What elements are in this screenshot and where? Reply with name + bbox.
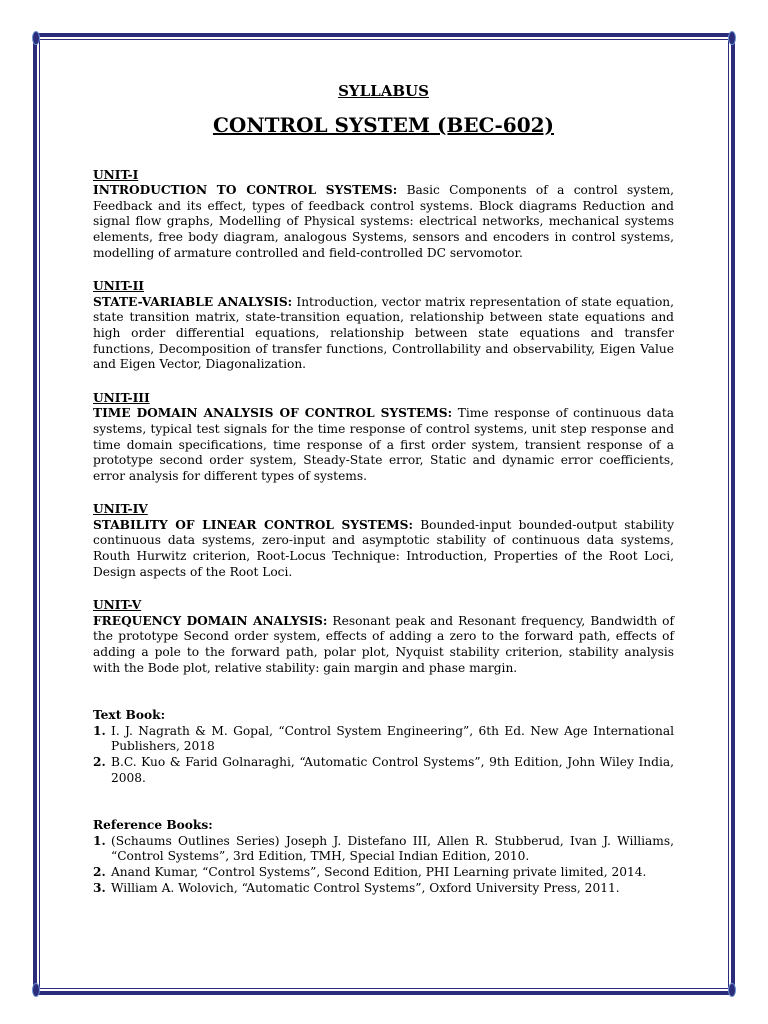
unit-heading: TIME DOMAIN ANALYSIS OF CONTROL SYSTEMS: <box>93 406 453 421</box>
text-book-list <box>93 724 674 786</box>
reference-books-section <box>93 818 674 896</box>
list-number: 2. <box>93 755 106 769</box>
unit-heading: STABILITY OF LINEAR CONTROL SYSTEMS: <box>93 517 413 532</box>
unit-label: UNIT-V <box>93 598 142 613</box>
text-book-title: Text Book: <box>93 708 166 723</box>
unit-section <box>93 502 674 580</box>
unit-section <box>93 279 674 373</box>
unit-text: Resonant peak and Resonant frequency, Bandwidth of the prototype Second order system, effects of adding a zero to the forward path, effects of adding a pole to the forward path, polar plot, Nyquist stability criterion, stability analysis with the Bode plot, relative stability: gain margin and phase margin. <box>93 613 674 675</box>
unit-label: UNIT-II <box>93 279 144 294</box>
reference-books-list <box>93 834 674 896</box>
list-item <box>93 865 674 881</box>
list-item <box>93 724 674 755</box>
unit-heading: STATE-VARIABLE ANALYSIS: <box>93 294 293 309</box>
unit-text: Bounded-input bounded-output stability continuous data systems, zero-input and asymptotic stability of continuous data systems, Routh Hurwitz criterion, Root-Locus Technique: Introduction, Properties of the Root Loci, Design aspects of the Root Loci. <box>93 517 674 579</box>
unit-label: UNIT-I <box>93 167 139 182</box>
unit-text: Introduction, vector matrix representation of state equation, state transition matrix, state-transition equation, relationship between state equations and high order differential equations, relationship between state equations and transfer functions, Decomposition of transfer functions, Controllability and observability, Eigen Value and Eigen Vector, Diagonalization. <box>93 294 675 372</box>
corner-ornament-top-right <box>728 31 736 45</box>
unit-heading: FREQUENCY DOMAIN ANALYSIS: <box>93 613 328 628</box>
list-text: Anand Kumar, “Control Systems”, Second Edition, PHI Learning private limited, 2014. <box>111 864 647 879</box>
list-item <box>93 881 674 897</box>
unit-description <box>93 183 674 261</box>
unit-description <box>93 295 674 373</box>
list-text: (Schaums Outlines Series) Joseph J. Distefano III, Allen R. Stubberud, Ivan J. Williams, “Control Systems”, 3rd Edition, TMH, Special Indian Edition, 2010. <box>111 833 674 864</box>
list-number: 1. <box>93 833 106 848</box>
unit-description <box>93 614 674 676</box>
list-text: I. J. Nagrath & M. Gopal, “Control System Engineering”, 6th Ed. New Age International Publishers, 2018 <box>111 723 674 754</box>
list-text: B.C. Kuo & Farid Golnaraghi, “Automatic Control Systems”, 9th Edition, John Wiley India, 2008. <box>111 755 674 785</box>
corner-ornament-bottom-left <box>32 983 40 997</box>
unit-label: UNIT-IV <box>93 502 148 517</box>
list-number: 2. <box>93 864 106 879</box>
reference-books-title: Reference Books: <box>93 818 213 833</box>
corner-ornament-top-left <box>32 31 40 45</box>
list-item <box>93 755 674 786</box>
unit-label: UNIT-III <box>93 390 150 405</box>
list-item <box>93 834 674 865</box>
text-book-section <box>93 708 674 786</box>
list-text: William A. Wolovich, “Automatic Control Systems”, Oxford University Press, 2011. <box>111 880 620 895</box>
unit-section <box>93 598 674 676</box>
syllabus-label: SYLLABUS <box>338 82 429 100</box>
unit-description <box>93 406 674 484</box>
unit-description <box>93 518 674 580</box>
unit-text: Basic Components of a control system, Feedback and its effect, types of feedback control systems. Block diagrams Reduction and signal flow graphs, Modelling of Physical systems: electrical networks, mechanical systems elements, free body diagram, analogous Systems, sensors and encoders in control systems, modelling of armature controlled and field-controlled DC servomotor. <box>93 183 674 260</box>
list-number: 3. <box>93 880 106 895</box>
course-title: CONTROL SYSTEM (BEC-602) <box>212 112 554 137</box>
list-number: 1. <box>93 723 106 738</box>
unit-section <box>93 168 674 262</box>
unit-heading: INTRODUCTION TO CONTROL SYSTEMS: <box>93 183 398 198</box>
syllabus-content <box>93 84 674 896</box>
corner-ornament-bottom-right <box>728 983 736 997</box>
unit-text: Time response of continuous data systems, typical test signals for the time response of control systems, unit step response and time domain specifications, time response of a first order system, transient response of a prototype second order system, Steady-State error, Static and dynamic error coefficients, error analysis for different types of systems. <box>93 406 674 483</box>
unit-section <box>93 391 674 485</box>
